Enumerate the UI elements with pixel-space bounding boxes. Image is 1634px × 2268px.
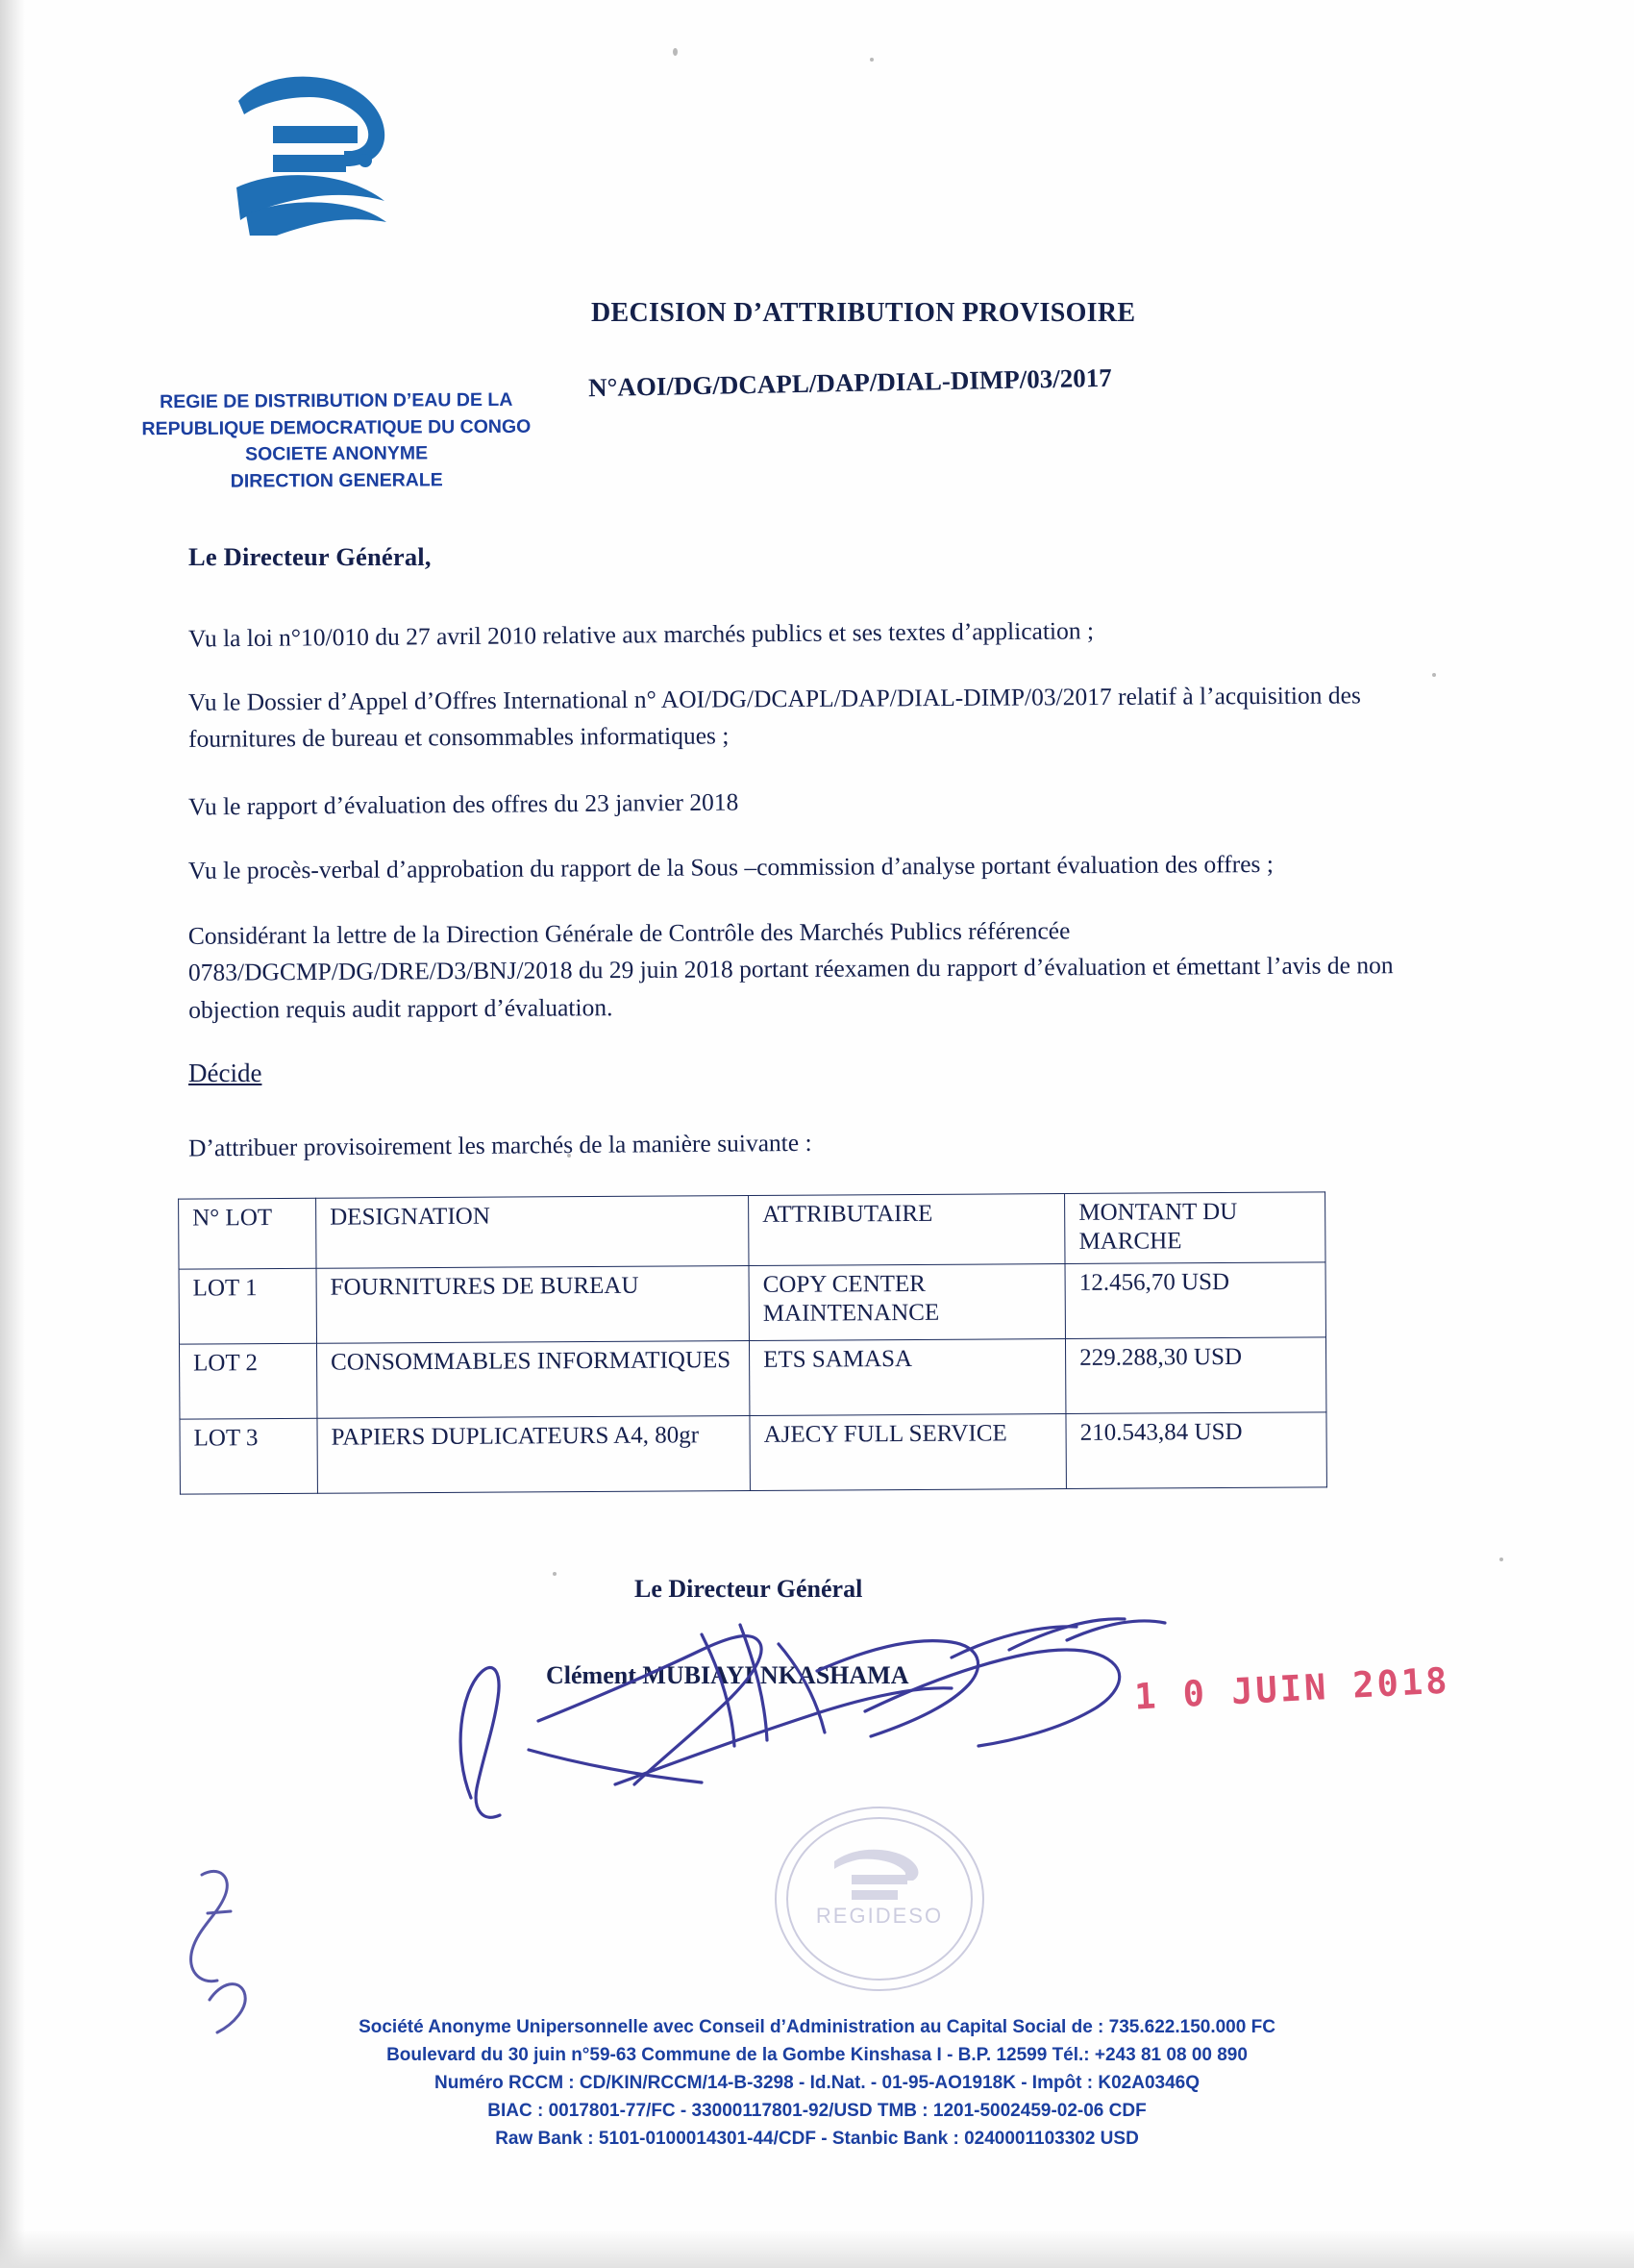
footer-line-1: Société Anonyme Unipersonnelle avec Conseil d’Administration au Capital Social de : 735.622.150.000 FC [359, 2017, 1275, 2037]
document-body [188, 538, 1399, 1191]
award-table [178, 1191, 1327, 1494]
table-row [180, 1412, 1326, 1494]
table-row [179, 1262, 1325, 1344]
organization-line-1: REGIE DE DISTRIBUTION D’EAU DE LA [160, 388, 513, 413]
cell-lot: LOT 1 [179, 1268, 316, 1344]
recital-1: Vu la loi n°10/010 du 27 avril 2010 relative aux marchés publics et ses textes d’application ; [187, 616, 1095, 653]
organization-header [87, 386, 587, 496]
scan-edge-shadow-bottom [0, 2230, 1634, 2268]
scan-speck [870, 58, 874, 62]
round-seal-stamp [759, 1798, 1000, 2000]
organization-line-3: SOCIETE ANONYME [245, 442, 429, 465]
scan-speck [673, 48, 678, 56]
cell-montant: 210.543,84 USD [1066, 1412, 1326, 1489]
scan-speck [1432, 673, 1436, 677]
column-header-attributaire: ATTRIBUTAIRE [749, 1194, 1066, 1266]
date-stamp: 1 0 JUIN 2018 [1133, 1659, 1451, 1718]
document-reference: N°AOI/DG/DCAPL/DAP/DIAL-DIMP/03/2017 [587, 362, 1113, 403]
scan-speck [553, 1572, 557, 1576]
signature-name: Clément MUBIAYI NKASHAMA [546, 1661, 909, 1689]
signature-title: Le Directeur Général [634, 1575, 863, 1603]
recital-2: Vu le Dossier d’Appel d’Offres International n° AOI/DG/DCAPL/DAP/DIAL-DIMP/03/2017 relatif à l’acquisition des fournitures de bureau et consommables informatiques ; [187, 681, 1361, 754]
table-row [179, 1337, 1325, 1419]
column-header-designation: DESIGNATION [316, 1196, 750, 1269]
page-footer [0, 2014, 1634, 2153]
cell-designation: CONSOMMABLES INFORMATIQUES [316, 1341, 750, 1419]
footer-line-5: Raw Bank : 5101-0100014301-44/CDF - Stanbic Bank : 0240001103302 USD [495, 2128, 1139, 2149]
cell-attributaire: AJECY FULL SERVICE [750, 1414, 1067, 1491]
salutation: Le Directeur Général, [188, 542, 432, 571]
cell-montant: 229.288,30 USD [1066, 1337, 1326, 1414]
cell-montant: 12.456,70 USD [1065, 1262, 1325, 1339]
scan-speck [1499, 1558, 1503, 1561]
recital-4: Vu le procès-verbal d’approbation du rapport de la Sous –commission d’analyse portant évaluation des offres ; [187, 849, 1274, 885]
organization-line-4: DIRECTION GENERALE [230, 469, 443, 492]
scan-edge-shadow-left [0, 0, 25, 2268]
cell-attributaire: COPY CENTER MAINTENANCE [749, 1264, 1066, 1341]
column-header-montant: MONTANT DU MARCHE [1065, 1192, 1325, 1264]
cell-lot: LOT 2 [179, 1343, 316, 1419]
footer-line-4: BIAC : 0017801-77/FC - 33000117801-92/USD TMB : 1201-5002459-02-06 CDF [487, 2100, 1147, 2121]
footer-line-2: Boulevard du 30 juin n°59-63 Commune de la Gombe Kinshasa I - B.P. 12599 Tél.: +243 81 08 00 890 [386, 2044, 1248, 2065]
cell-attributaire: ETS SAMASA [750, 1339, 1067, 1416]
recital-3: Vu le rapport d’évaluation des offres du 23 janvier 2018 [187, 787, 739, 820]
organization-line-2: REPUBLIQUE DEMOCRATIQUE DU CONGO [141, 415, 532, 439]
decide-intro: D’attribuer provisoirement les marchés de la manière suivante : [187, 1129, 812, 1162]
footer-line-3: Numéro RCCM : CD/KIN/RCCM/14-B-3298 - Id.Nat. - 01-95-AO1918K - Impôt : K02A0346Q [433, 2072, 1201, 2093]
svg-text:REGIDESO: REGIDESO [815, 1904, 944, 1928]
recital-5: Considérant la lettre de la Direction Générale de Contrôle des Marchés Publics référencée 0783/DGCMP/DG/DRE/D3/BNJ/2018 du 29 juin 2018 portant réexamen du rapport d’évaluation et émettant l’avis de non objection requis audit rapport d’évaluation. [187, 916, 1394, 1024]
cell-lot: LOT 3 [180, 1418, 317, 1494]
regideso-logo [231, 72, 394, 236]
cell-designation: PAPIERS DUPLICATEURS A4, 80gr [317, 1416, 751, 1494]
table-header-row [179, 1192, 1325, 1269]
column-header-lot: N° LOT [179, 1198, 316, 1269]
decide-heading: Décide [188, 1058, 262, 1087]
page-title: DECISION D’ATTRIBUTION PROVISOIRE [591, 298, 1136, 328]
cell-designation: FOURNITURES DE BUREAU [316, 1266, 750, 1344]
